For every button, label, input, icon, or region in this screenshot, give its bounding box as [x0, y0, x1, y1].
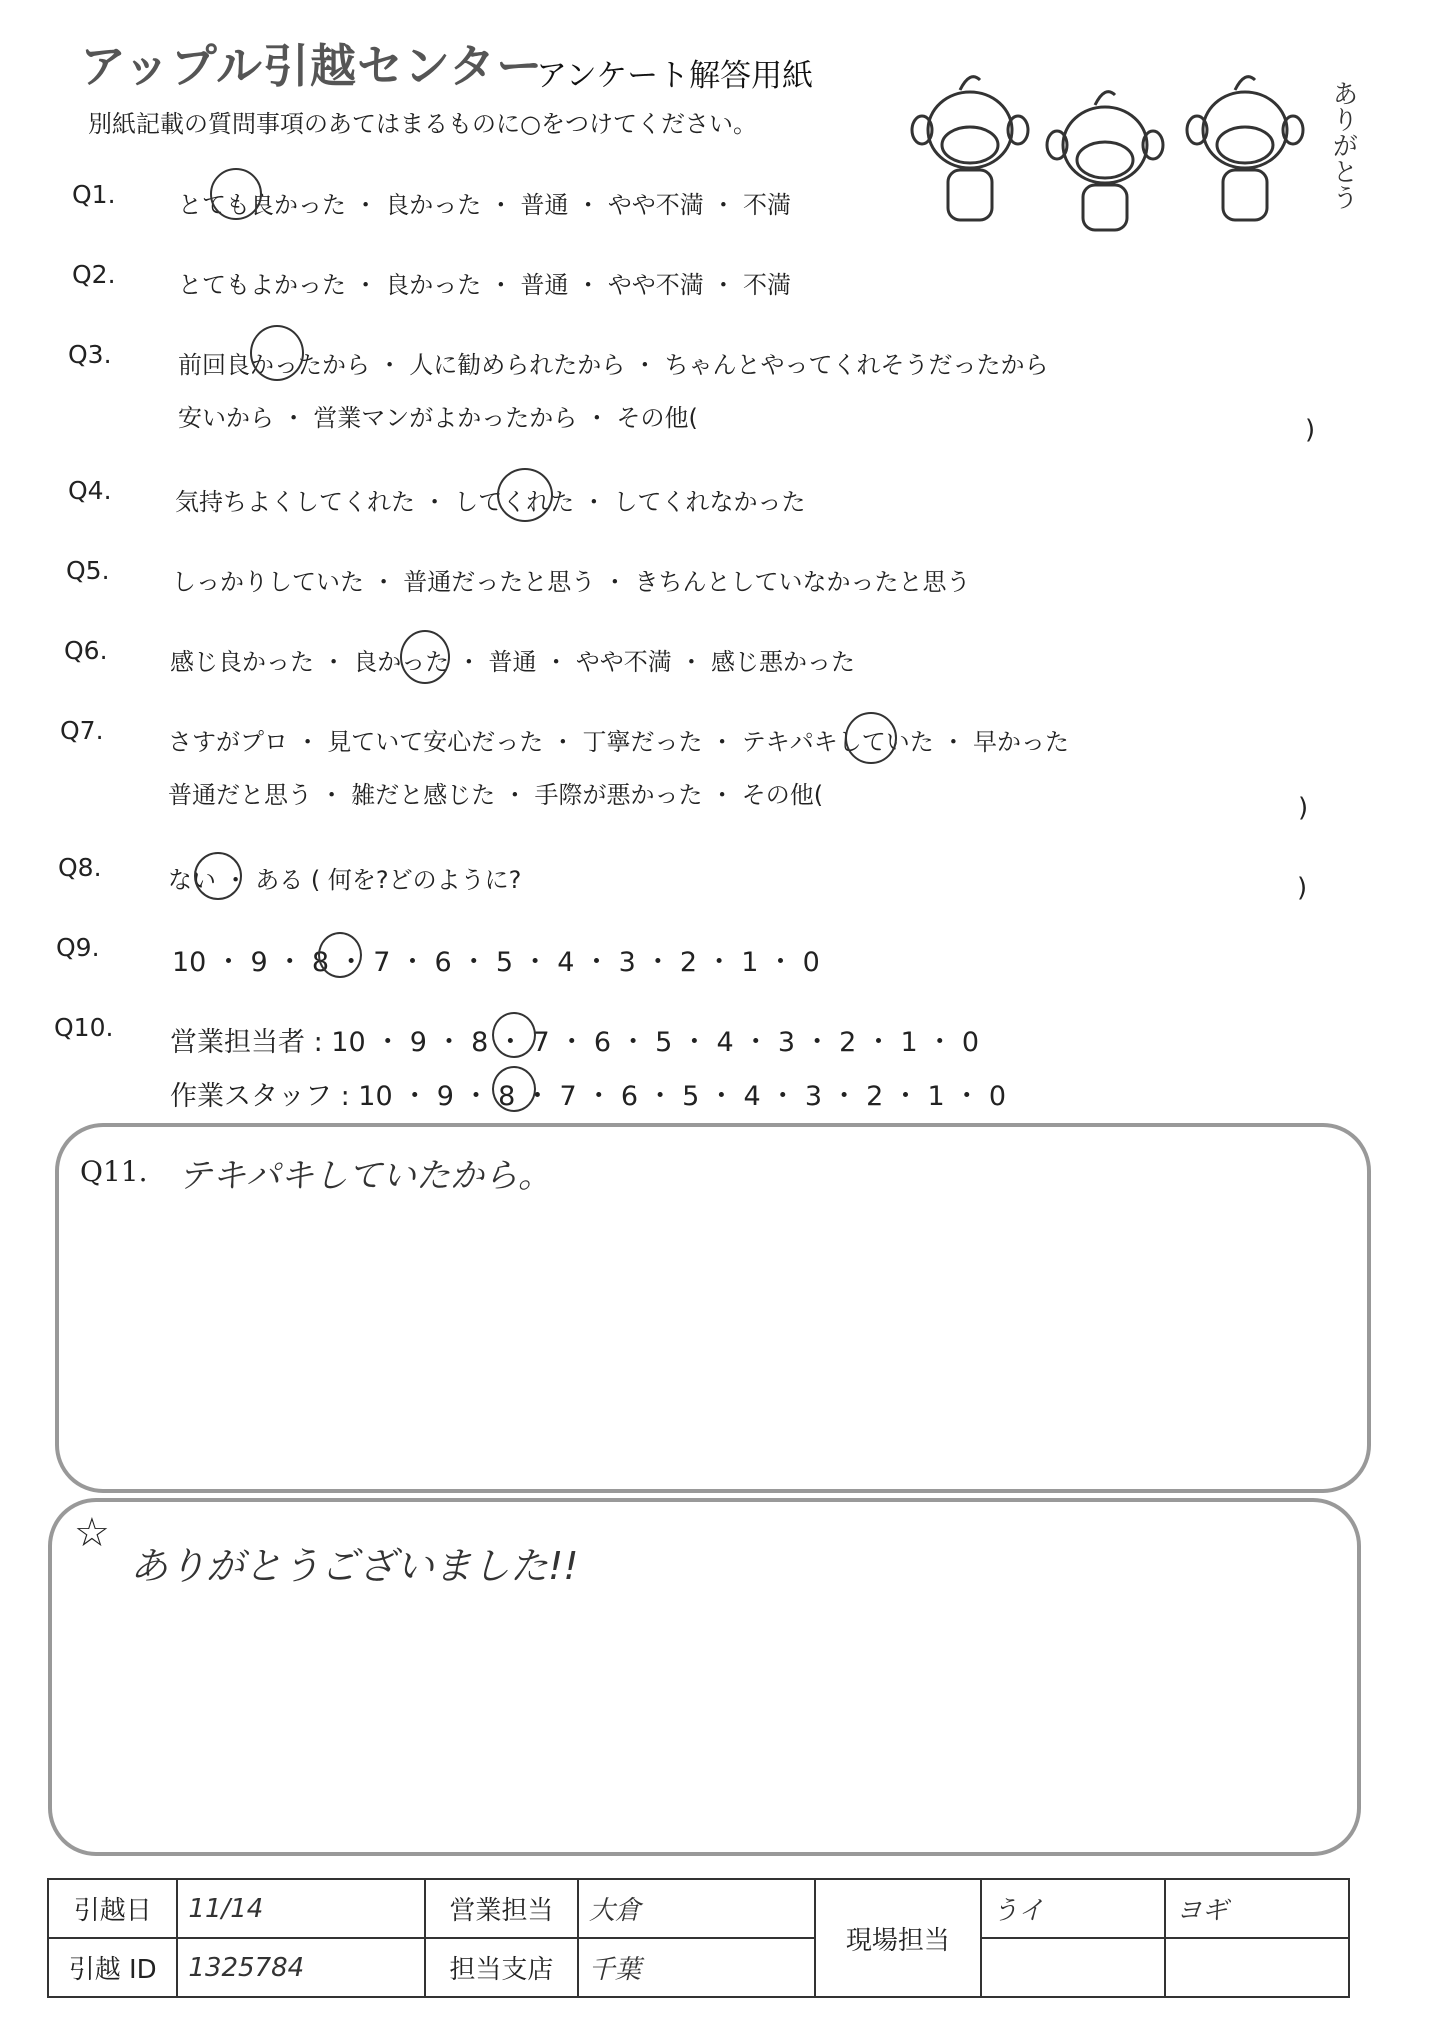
branch-value: 千葉: [578, 1938, 815, 1997]
move-date-value: 11/14: [177, 1879, 424, 1938]
q4-label: Q4.: [68, 476, 112, 505]
site-empty-cell-2: [1165, 1938, 1349, 1997]
q8-close-paren: ): [1297, 873, 1308, 903]
q6-options: 感じ良かった ・ 良かった ・ 普通 ・ やや不満 ・ 感じ悪かった: [170, 648, 856, 676]
q10-options-staff: 作業スタッフ : 10 ・ 9 ・ 8 ・ 7 ・ 6 ・ 5 ・ 4 ・ 3 ・ 2 ・ 1 ・ 0: [170, 1081, 1007, 1112]
form-subtitle: アンケート解答用紙: [536, 58, 814, 94]
answer-circle: [210, 168, 262, 220]
answer-circle: [318, 932, 362, 978]
q9-label: Q9.: [56, 933, 100, 962]
company-title: アップル引越センター: [80, 39, 544, 93]
sales-value: 大倉: [578, 1879, 815, 1938]
q11-answer: テキパキしていたから。: [178, 1156, 552, 1196]
site-value-1: うイ: [981, 1879, 1165, 1938]
star-icon: ☆: [74, 1510, 110, 1556]
q7-close-paren: ): [1298, 793, 1309, 823]
mascot-caption: ありがとう: [1328, 80, 1358, 210]
q3-options-line2: 安いから ・ 営業マンがよかったから ・ その他(: [178, 404, 698, 432]
footer-table: [47, 1878, 1350, 1998]
move-id-label: 引越 ID: [48, 1938, 177, 1997]
q3-options-line1: 前回良かったから ・ 人に勧められたから ・ ちゃんとやってくれそうだったから: [178, 351, 1049, 379]
answer-circle: [194, 852, 242, 900]
q5-label: Q5.: [66, 556, 110, 585]
answer-circle: [845, 712, 897, 764]
q8-label: Q8.: [58, 853, 102, 882]
q4-options: 気持ちよくしてくれた ・ してくれた ・ してくれなかった: [175, 488, 806, 516]
sales-label: 営業担当: [425, 1879, 578, 1938]
q3-close-paren: ): [1305, 415, 1316, 445]
q2-options: とてもよかった ・ 良かった ・ 普通 ・ やや不満 ・ 不満: [178, 271, 792, 299]
q10-label: Q10.: [54, 1013, 114, 1042]
q3-label: Q3.: [68, 340, 112, 369]
answer-circle: [492, 1012, 536, 1058]
answer-circle: [497, 468, 553, 522]
branch-label: 担当支店: [425, 1938, 578, 1997]
monkey-mascot-icon: [900, 60, 1360, 240]
q9-options: 10 ・ 9 ・ 8 ・ 7 ・ 6 ・ 5 ・ 4 ・ 3 ・ 2 ・ 1 ・ 0: [172, 947, 820, 978]
q7-options-line1: さすがプロ ・ 見ていて安心だった ・ 丁寧だった ・ テキパキしていた ・ 早かった: [168, 728, 1070, 756]
site-empty-cell-1: [981, 1938, 1165, 1997]
q5-options: しっかりしていた ・ 普通だったと思う ・ きちんとしていなかったと思う: [172, 568, 971, 596]
q7-label: Q7.: [60, 716, 104, 745]
q6-label: Q6.: [64, 636, 108, 665]
q11-label: Q11.: [80, 1155, 148, 1188]
q10-options-sales: 営業担当者 : 10 ・ 9 ・ 8 ・ 7 ・ 6 ・ 5 ・ 4 ・ 3 ・ 2 ・ 1 ・ 0: [170, 1027, 980, 1058]
instructions: 別紙記載の質問事項のあてはまるものに○をつけてください。: [88, 110, 757, 138]
move-id-value: 1325784: [177, 1938, 424, 1997]
comment-text: ありがとうございました!!: [130, 1544, 579, 1588]
q8-options: ない ・ ある ( 何を?どのように?: [168, 866, 522, 894]
q2-label: Q2.: [72, 260, 116, 289]
q1-label: Q1.: [72, 180, 116, 209]
q7-options-line2: 普通だと思う ・ 雑だと感じた ・ 手際が悪かった ・ その他(: [168, 781, 824, 809]
answer-circle: [400, 630, 450, 684]
answer-circle: [492, 1066, 536, 1112]
q1-options: とても良かった ・ 良かった ・ 普通 ・ やや不満 ・ 不満: [178, 191, 792, 219]
site-value-2: ヨギ: [1165, 1879, 1349, 1938]
answer-circle: [250, 325, 304, 381]
move-date-label: 引越日: [48, 1879, 177, 1938]
site-label: 現場担当: [815, 1879, 981, 1997]
